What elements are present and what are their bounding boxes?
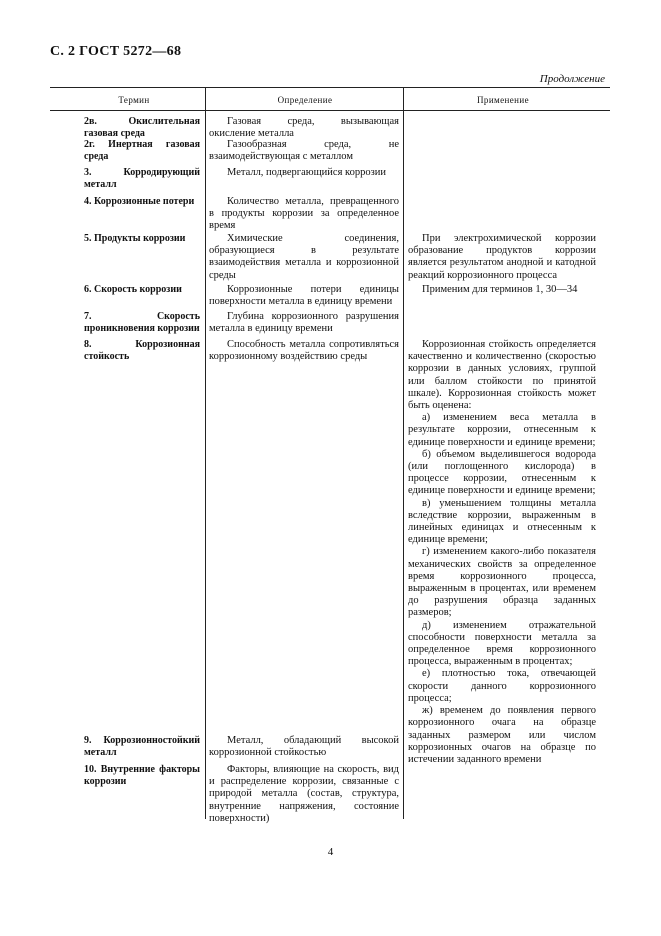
continuation-label: Продолжение	[539, 73, 605, 85]
term-8: 8. Коррозионная стойкость	[84, 339, 200, 362]
application-8-item-b: б) объемом выделившегося водорода (или поглощенного кислорода) в процессе коррозии, отнесенным к единице поверхности и единице времени;	[408, 448, 596, 497]
definition-9: Металл, обладающий высокой коррозионной стойкостью	[209, 735, 399, 759]
application-5	[408, 233, 596, 282]
application-6-text: Применим для терминов 1, 30—34	[422, 284, 578, 295]
table-header-rule	[50, 110, 610, 111]
definition-4: Количество металла, превращенного в продукты коррозии за определенное время	[209, 196, 399, 232]
definition-6: Коррозионные потери единицы поверхности металла в единицу времени	[209, 284, 399, 308]
column-header-definition: Определение	[277, 95, 333, 105]
term-5: 5. Продукты коррозии	[84, 233, 186, 244]
application-8-item-a: а) изменением веса металла в результате коррозии, отнесенным к единице поверхности и единице времени;	[408, 412, 596, 448]
column-header-application: Применение	[477, 95, 529, 105]
definition-10: Факторы, влияющие на скорость, вид и распределение коррозии, связанные с природой металла (состав, структура, внутренние напряжения, состояние поверхности)	[209, 764, 399, 824]
term-9: 9. Коррозионностойкий металл	[84, 735, 200, 758]
term-6: 6. Скорость коррозии	[84, 284, 182, 295]
column-divider-2	[403, 87, 404, 819]
column-divider-1	[205, 87, 206, 819]
definition-8: Способность металла сопротивляться коррозионному воздействию среды	[209, 339, 399, 363]
application-8-intro: Коррозионная стойкость определяется качественно и количественно (скоростью коррозии в данных условиях, группой или баллом стойкости по принятой шкале). Коррозионная стойкость может быть оценена:	[408, 339, 596, 412]
column-header-term: Термин	[118, 95, 150, 105]
definition-2v: Газовая среда, вызывающая окисление металла	[209, 116, 399, 140]
document-header: С. 2 ГОСТ 5272—68	[50, 44, 182, 59]
application-8	[408, 339, 596, 766]
application-8-item-e: е) плотностью тока, отвечающей скорости данного коррозионного процесса;	[408, 668, 596, 704]
definition-2g: Газообразная среда, не взаимодействующая с металлом	[209, 139, 399, 163]
application-8-item-zh: ж) временем до появления первого коррозионного очага на образце заданных размером или числом коррозионных очагов на образце по истечении заданного времени	[408, 705, 596, 765]
definition-7: Глубина коррозионного разрушения металла в единицу времени	[209, 311, 399, 335]
term-3: 3. Корродирующий металл	[84, 167, 200, 190]
definition-5: Химические соединения, образующиеся в результате взаимодействия металла и коррозионной среды	[209, 233, 399, 281]
term-2v: 2в. Окислительная газовая среда	[84, 116, 200, 139]
application-8-item-v: в) уменьшением толщины металла вследствие коррозии, выраженным в линейных единицах и отнесенным к единице времени;	[408, 497, 596, 546]
term-7: 7. Скорость проникновения коррозии	[84, 311, 200, 334]
application-8-item-d: д) изменением отражательной способности поверхности металла за определенное время коррозионного процесса, выраженным в процентах;	[408, 619, 596, 668]
application-6	[408, 284, 596, 296]
application-8-item-g: г) изменением какого-либо показателя механических свойств за определенное время коррозионного процесса, выраженным в процентах, или временем до разрушения образца заданных размеров;	[408, 546, 596, 619]
page-number: 4	[327, 846, 334, 858]
application-5-text: При электрохимической коррозии образование продуктов коррозии является результатом анодной и катодной реакций коррозионного процесса	[408, 233, 596, 281]
term-10: 10. Внутренние факторы коррозии	[84, 764, 200, 787]
definition-3: Металл, подвергающийся коррозии	[227, 167, 386, 178]
table-top-rule	[50, 87, 610, 88]
term-4: 4. Коррозионные потери	[84, 196, 195, 207]
term-2g: 2г. Инертная газовая среда	[84, 139, 200, 162]
